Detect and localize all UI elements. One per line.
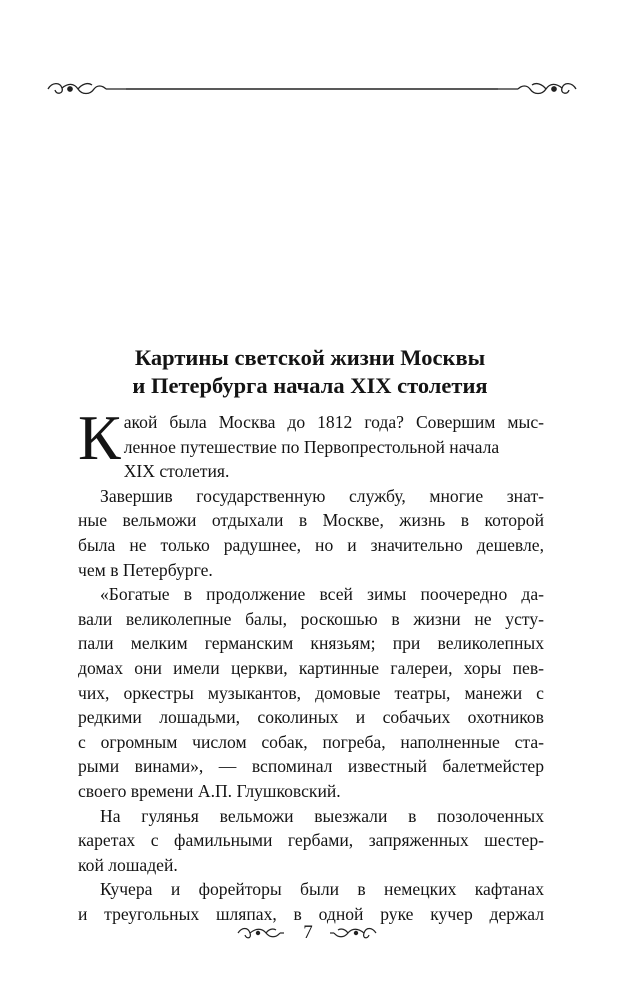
text-line: своего времени А.П. Глушковский. xyxy=(78,780,341,801)
text-line: чем в Петербурге. xyxy=(78,559,213,580)
text-line: пали мелким германским князьям; при великолепных xyxy=(78,633,544,654)
text-line: домах они имели церкви, картинные галереи, хоры пев- xyxy=(78,657,544,678)
text-line: каретах с фамильными гербами, запряженных шестер- xyxy=(78,830,544,851)
text-line: с огромным числом собак, погреба, наполненные ста- xyxy=(78,731,544,752)
flourish-right-icon xyxy=(328,925,378,941)
text-line: вали великолепные балы, роскошью в жизни не усту- xyxy=(78,608,544,629)
text-line: XIX столетия. xyxy=(123,461,230,482)
text-line: редкими лошадьми, соколиных и собачьих охотников xyxy=(78,707,544,728)
text-line: кой лошадей. xyxy=(78,854,178,875)
flourish-left-icon xyxy=(236,925,286,941)
header-ornament-icon xyxy=(42,78,582,100)
text-line: рыми винами», — вспоминал известный балетмейстер xyxy=(78,756,544,777)
text-line: чих, оркестры музыкантов, домовые театры, манежи с xyxy=(78,682,544,703)
text-line: была не только радушнее, но и значительно дешевле, xyxy=(78,534,544,555)
page-footer xyxy=(0,920,617,946)
text-line: ленное путешествие по Первопрестольной начала xyxy=(123,436,500,457)
text-line: Завершив государственную службу, многие знат- xyxy=(100,485,544,506)
text-line: акой была Москва до 1812 года? Совершим мыс- xyxy=(123,412,544,432)
text-line: ные вельможи отдыхали в Москве, жизнь в которой xyxy=(78,510,544,531)
text-line: Кучера и форейторы были в немецких кафтанах xyxy=(100,879,544,900)
body-text xyxy=(78,402,544,926)
text-line: «Богатые в продолжение всей зимы поочередно да- xyxy=(100,584,544,605)
chapter-title-line-2: и Петербурга начала XIX столетия xyxy=(132,373,488,398)
text-line: и треугольных шляпах, в одной руке кучер держал xyxy=(78,903,544,924)
chapter-title-line-1: Картины светской жизни Москвы xyxy=(134,345,486,370)
drop-cap: К xyxy=(78,402,121,473)
text-line: На гулянья вельможи выезжали в позолоченных xyxy=(100,805,544,826)
page-number: 7 xyxy=(303,922,313,943)
